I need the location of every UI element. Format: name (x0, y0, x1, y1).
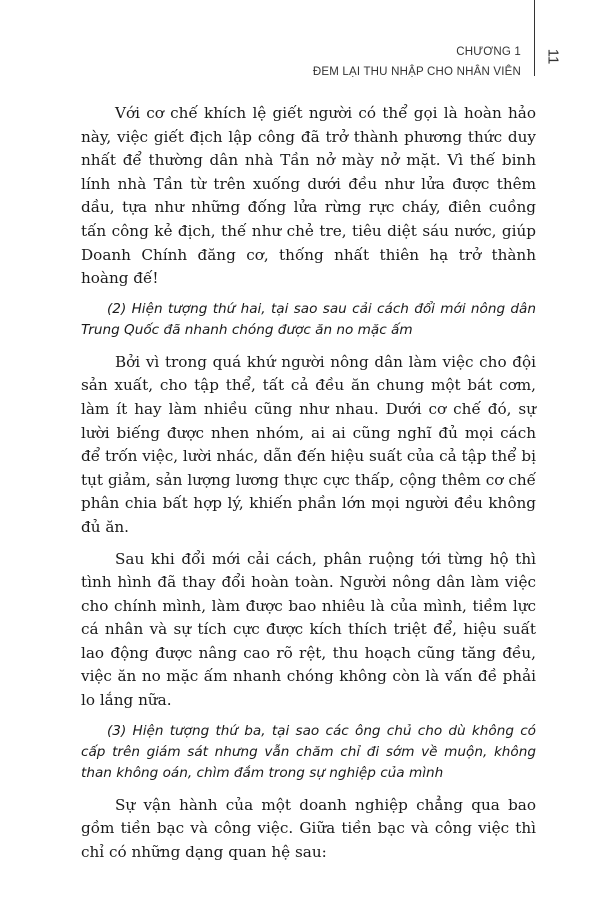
page-body (81, 102, 536, 872)
paragraph-3: Sau khi đổi mới cải cách, phân ruộng tới từng hộ thì tình hình đã thay đổi hoàn toàn. Người nông dân làm việc cho chính mình, làm được bao nhiêu là của mình, tiềm lực cá nhân và sự tích cực được kích thích triệt để, hiệu suất lao động được nâng cao rõ rệt, thu hoạch cũng tăng đều, việc ăn no mặc ấm nhanh chóng không còn là vấn đề phải lo lắng nữa. (81, 549, 536, 710)
running-header (313, 42, 521, 82)
paragraph-1: Với cơ chế khích lệ giết người có thể gọi là hoàn hảo này, việc giết địch lập công đã trở thành phương thức duy nhất để thường dân nhà Tần nở mày nở mặt. Vì thế binh lính nhà Tần từ trên xuống dưới đều như lửa được thêm dầu, tựa như những đống lửa rừng rực cháy, điên cuồng tấn công kẻ địch, thế như chẻ tre, tiêu diệt sáu nước, giúp Doanh Chính đăng cơ, thống nhất thiên hạ trở thành hoàng đế! (81, 104, 536, 288)
page-number: 11 (544, 48, 562, 65)
paragraph-2: Bởi vì trong quá khứ người nông dân làm việc cho đội sản xuất, cho tập thể, tất cả đều ăn chung một bát cơm, làm ít hay làm nhiều cũng như nhau. Dưới cơ chế đó, sự lười biếng được nhen nhóm, ai ai cũng nghĩ đủ mọi cách để trốn việc, lười nhác, dẫn đến hiệu suất của cả tập thể bị tụt giảm, sản lượng lương thực cực thấp, cộng thêm cơ chế phân chia bất hợp lý, khiến phần lớn mọi người đều không đủ ăn. (81, 352, 536, 536)
chapter-label: CHƯƠNG 1 (456, 46, 521, 58)
paragraph-4: Sự vận hành của một doanh nghiệp chẳng qua bao gồm tiền bạc và công việc. Giữa tiền bạc và công việc thì chỉ có những dạng quan hệ sau: (81, 795, 536, 861)
chapter-title: ĐEM LẠI THU NHẬP CHO NHÂN VIÊN (312, 66, 521, 78)
subheading-2: (2) Hiện tượng thứ hai, tại sao sau cải cách đổi mới nông dân Trung Quốc đã nhanh chóng được ăn no mặc ấm (81, 300, 536, 338)
subheading-3: (3) Hiện tượng thứ ba, tại sao các ông chủ cho dù không có cấp trên giám sát nhưng vẫn chăm chỉ đi sớm về muộn, không than không oán, chìm đắm trong sự nghiệp của mình (81, 722, 536, 781)
margin-rule (534, 0, 535, 76)
